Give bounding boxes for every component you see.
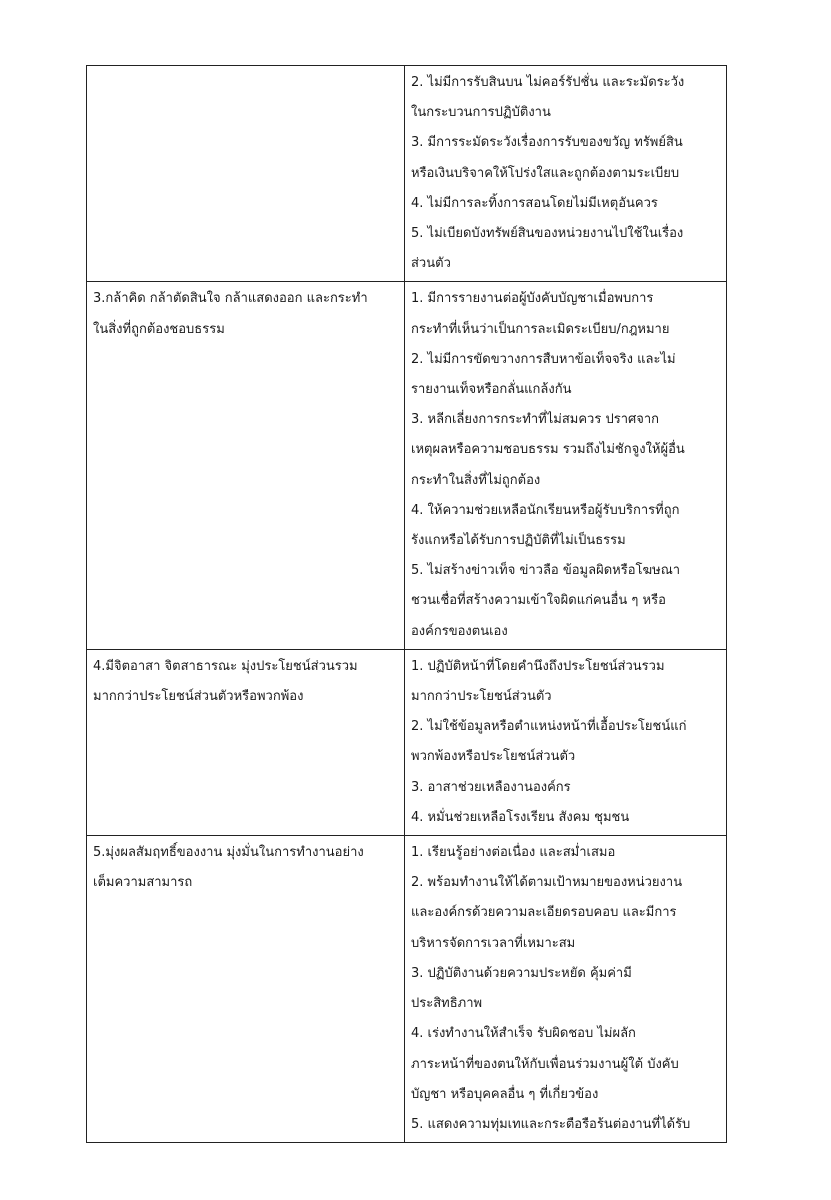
behavior-cell [405,282,727,649]
behavior-text-line: ภาระหน้าที่ของตนให้กับเพื่อนร่วมงานผู้ใต้ บังคับ [411,1056,679,1072]
ethics-table-body [87,66,727,1143]
behavior-text-line: 2. ไม่ใช้ข้อมูลหรือตำแหน่งหน้าที่เอื้อประโยชน์แก่ [411,719,687,735]
behavior-text-line: พวกพ้องหรือประโยชน์ส่วนตัว [411,749,576,765]
behavior-text-line: 1. มีการรายงานต่อผู้บังคับบัญชาเมื่อพบการ [411,291,654,307]
behavior-text-line: 2. ไม่มีการขัดขวางการสืบหาข้อเท็จจริง และไม่ [411,351,676,367]
behavior-text-line: 1. เรียนรู้อย่างต่อเนื่อง และสม่ำเสมอ [411,845,616,861]
behavior-cell [405,66,727,282]
behavior-text-line: 2. ไม่มีการรับสินบน ไม่คอร์รัปชั่น และระมัดระวัง [411,75,685,90]
behavior-text-line: 4. ไม่มีการละทิ้งการสอนโดยไม่มีเหตุอันควร [411,195,658,211]
table-row [87,66,727,282]
behavior-text-line: 3. หลีกเลี่ยงการกระทำที่ไม่สมควร ปราศจาก [411,412,660,428]
behavior-text-line: ชวนเชื่อที่สร้างความเข้าใจผิดแก่คนอื่น ๆ หรือ [411,593,666,609]
behavior-cell [405,649,727,835]
principle-text-line: 5.มุ่งผลสัมฤทธิ์ของงาน มุ่งมั่นในการทำงานอย่าง [93,845,364,861]
behavior-text-line: 3. ปฏิบัติงานด้วยความประหยัด คุ้มค่ามี [411,965,632,981]
behavior-text-line: 5. แสดงความทุ่มเทและกระตือรือร้นต่องานที่ได้รับ [411,1116,691,1132]
behavior-text-line: รายงานเท็จหรือกลั่นแกล้งกัน [411,382,572,398]
principle-text-line: 3.กล้าคิด กล้าตัดสินใจ กล้าแสดงออก และกระทำ [93,291,368,307]
behavior-text-line: กระทำที่เห็นว่าเป็นการละเมิดระเบียบ/กฎหมาย [411,321,670,337]
behavior-text-line: เหตุผลหรือความชอบธรรม รวมถึงไม่ชักจูงให้ผู้อื่น [411,442,685,458]
behavior-text-line: ในกระบวนการปฏิบัติงาน [411,105,551,121]
behavior-text-line: 3. อาสาช่วยเหลืองานองค์กร [411,779,571,795]
behavior-text-line: 2. พร้อมทำงานให้ได้ตามเป้าหมายของหน่วยงาน [411,875,683,891]
behavior-text-line: 5. ไม่เบียดบังทรัพย์สินของหน่วยงานไปใช้ในเรื่อง [411,226,684,242]
principle-text-line: เต็มความสามารถ [93,875,193,891]
behavior-text-line: รังแกหรือได้รับการปฏิบัติที่ไม่เป็นธรรม [411,533,626,549]
table-row [87,649,727,835]
behavior-text-line: ส่วนตัว [411,256,451,272]
behavior-text-line: 4. เร่งทำงานให้สำเร็จ รับผิดชอบ ไม่ผลัก [411,1026,636,1042]
principle-text-line: 4.มีจิตอาสา จิตสาธารณะ มุ่งประโยชน์ส่วนรวม [93,658,358,674]
principle-cell [87,66,405,282]
behavior-text-line: ประสิทธิภาพ [411,996,483,1012]
ethics-table [86,65,727,1143]
behavior-text-line: 4. หมั่นช่วยเหลือโรงเรียน สังคม ชุมชน [411,809,630,825]
principle-cell [87,282,405,649]
behavior-text-line: หรือเงินบริจาคให้โปร่งใสและถูกต้องตามระเบียบ [411,165,680,181]
behavior-cell [405,836,727,1143]
table-row [87,836,727,1143]
behavior-text-line: องค์กรของตนเอง [411,623,508,639]
behavior-text-line: 3. มีการระมัดระวังเรื่องการรับของขวัญ ทรัพย์สิน [411,135,683,151]
behavior-text-line: กระทำในสิ่งที่ไม่ถูกต้อง [411,472,541,488]
principle-text-line: ในสิ่งที่ถูกต้องชอบธรรม [93,321,225,337]
behavior-text-line: 4. ให้ความช่วยเหลือนักเรียนหรือผู้รับบริการที่ถูก [411,502,680,518]
table-row [87,282,727,649]
principle-cell [87,649,405,835]
behavior-text-line: และองค์กรด้วยความละเอียดรอบคอบ และมีการ [411,905,677,921]
principle-cell [87,836,405,1143]
behavior-text-line: 5. ไม่สร้างข่าวเท็จ ข่าวลือ ข้อมูลผิดหรือโฆษณา [411,563,681,579]
behavior-text-line: บัญชา หรือบุคคลอื่น ๆ ที่เกี่ยวข้อง [411,1086,599,1102]
principle-text-line: มากกว่าประโยชน์ส่วนตัวหรือพวกพ้อง [93,689,304,705]
behavior-text-line: มากกว่าประโยชน์ส่วนตัว [411,689,552,705]
behavior-text-line: บริหารจัดการเวลาที่เหมาะสม [411,935,576,951]
behavior-text-line: 1. ปฏิบัติหน้าที่โดยคำนึงถึงประโยชน์ส่วนรวม [411,658,665,674]
